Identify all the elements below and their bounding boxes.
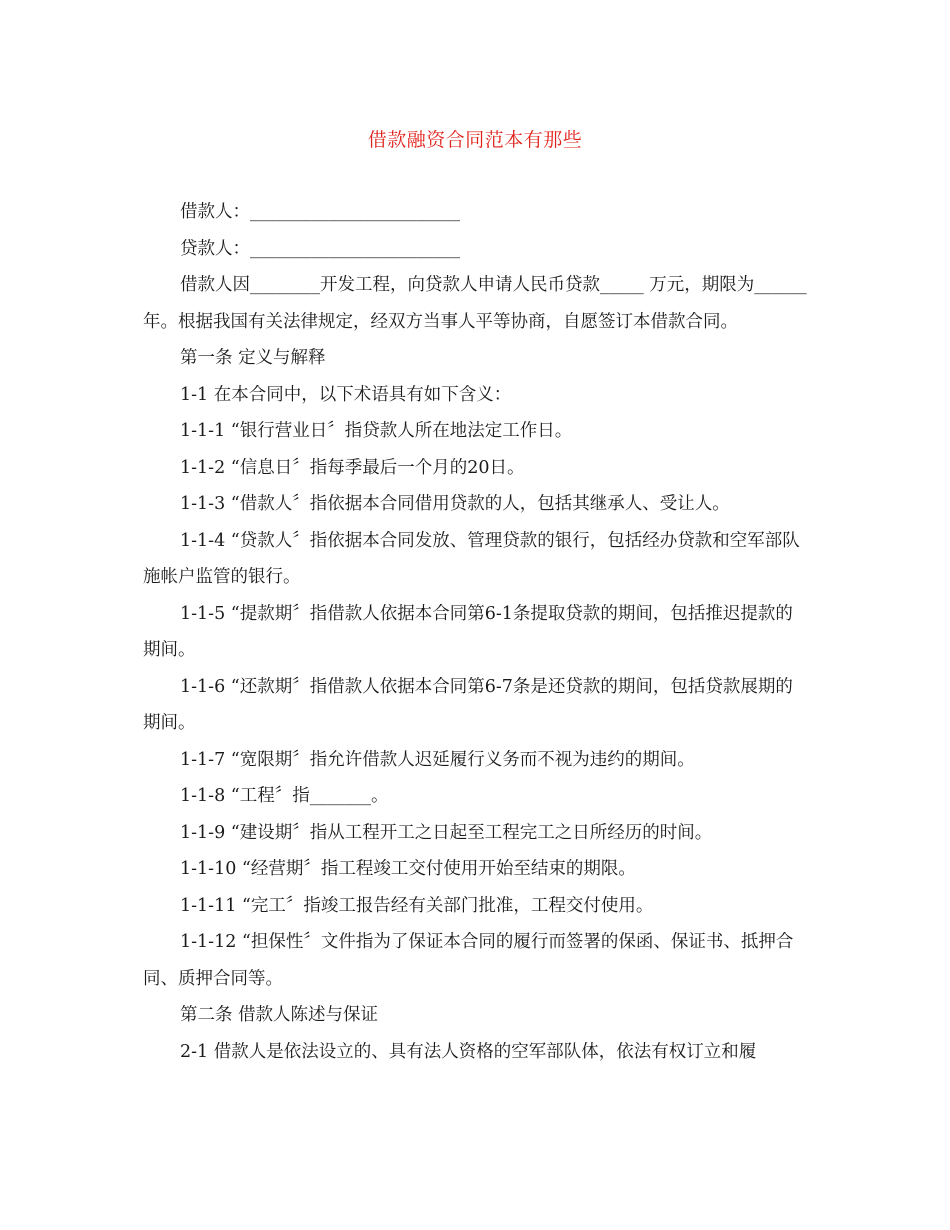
document-title: 借款融资合同范本有那些 xyxy=(367,129,583,151)
clause-1-1-10: 1-1-10 “经营期〞指工程竣工交付使用开始至结束的期限。 xyxy=(180,859,636,879)
article-1-heading: 第一条 定义与解释 xyxy=(180,348,326,368)
clause-1-1-9: 1-1-9 “建设期〞指从工程开工之日起至工程完工之日所经历的时间。 xyxy=(180,822,713,843)
clause-1-1-4: 1-1-4 “贷款人〞指依据本合同发放、管理贷款的银行，包括经办贷款和空军部队施帐户监管的银行。 xyxy=(143,530,800,587)
clause-1-1-8: 1-1-8 “工程〞指_______。 xyxy=(180,786,389,806)
clause-1-1-1: 1-1-1 “银行营业日〞指贷款人所在地法定工作日。 xyxy=(180,421,573,441)
clause-1-1-7: 1-1-7 “宽限期〞指允许借款人迟延履行义务而不视为违约的期间。 xyxy=(180,749,695,770)
clause-1-1-11: 1-1-11 “完工〞指竣工报告经有关部门批准，工程交付使用。 xyxy=(180,895,654,916)
document-body xyxy=(143,194,808,1070)
clause-2-1: 2-1 借款人是依法设立的、具有法人资格的空军部队体，依法有权订立和履 xyxy=(180,1041,757,1062)
clause-1-1-2: 1-1-2 “信息日〞指每季最后一个月的20日。 xyxy=(180,457,525,478)
intro-paragraph: 借款人因________开发工程，向贷款人申请人民币贷款_____ 万元，期限为______年。根据我国有关法律规定，经双方当事人平等协商，自愿签订本借款合同。 xyxy=(143,275,807,332)
article-2-heading: 第二条 借款人陈述与保证 xyxy=(180,1005,379,1025)
lender-line: 贷款人：________________________ xyxy=(180,238,460,259)
clause-1-1-6: 1-1-6 “还款期〞指借款人依据本合同第6-7条是还贷款的期间，包括贷款展期的期间。 xyxy=(143,676,793,733)
clause-1-1-5: 1-1-5 “提款期〞指借款人依据本合同第6-1条提取贷款的期间，包括推迟提款的期间。 xyxy=(143,603,793,660)
borrower-line: 借款人：________________________ xyxy=(180,202,460,222)
clause-1-1-3: 1-1-3 “借款人〞指依据本合同借用贷款的人，包括其继承人、受让人。 xyxy=(180,494,730,514)
clause-1-1: 1-1 在本合同中，以下术语具有如下含义： xyxy=(180,384,512,405)
clause-1-1-12: 1-1-12 “担保性〞文件指为了保证本合同的履行而签署的保函、保证书、抵押合同、质押合同等。 xyxy=(143,932,794,989)
